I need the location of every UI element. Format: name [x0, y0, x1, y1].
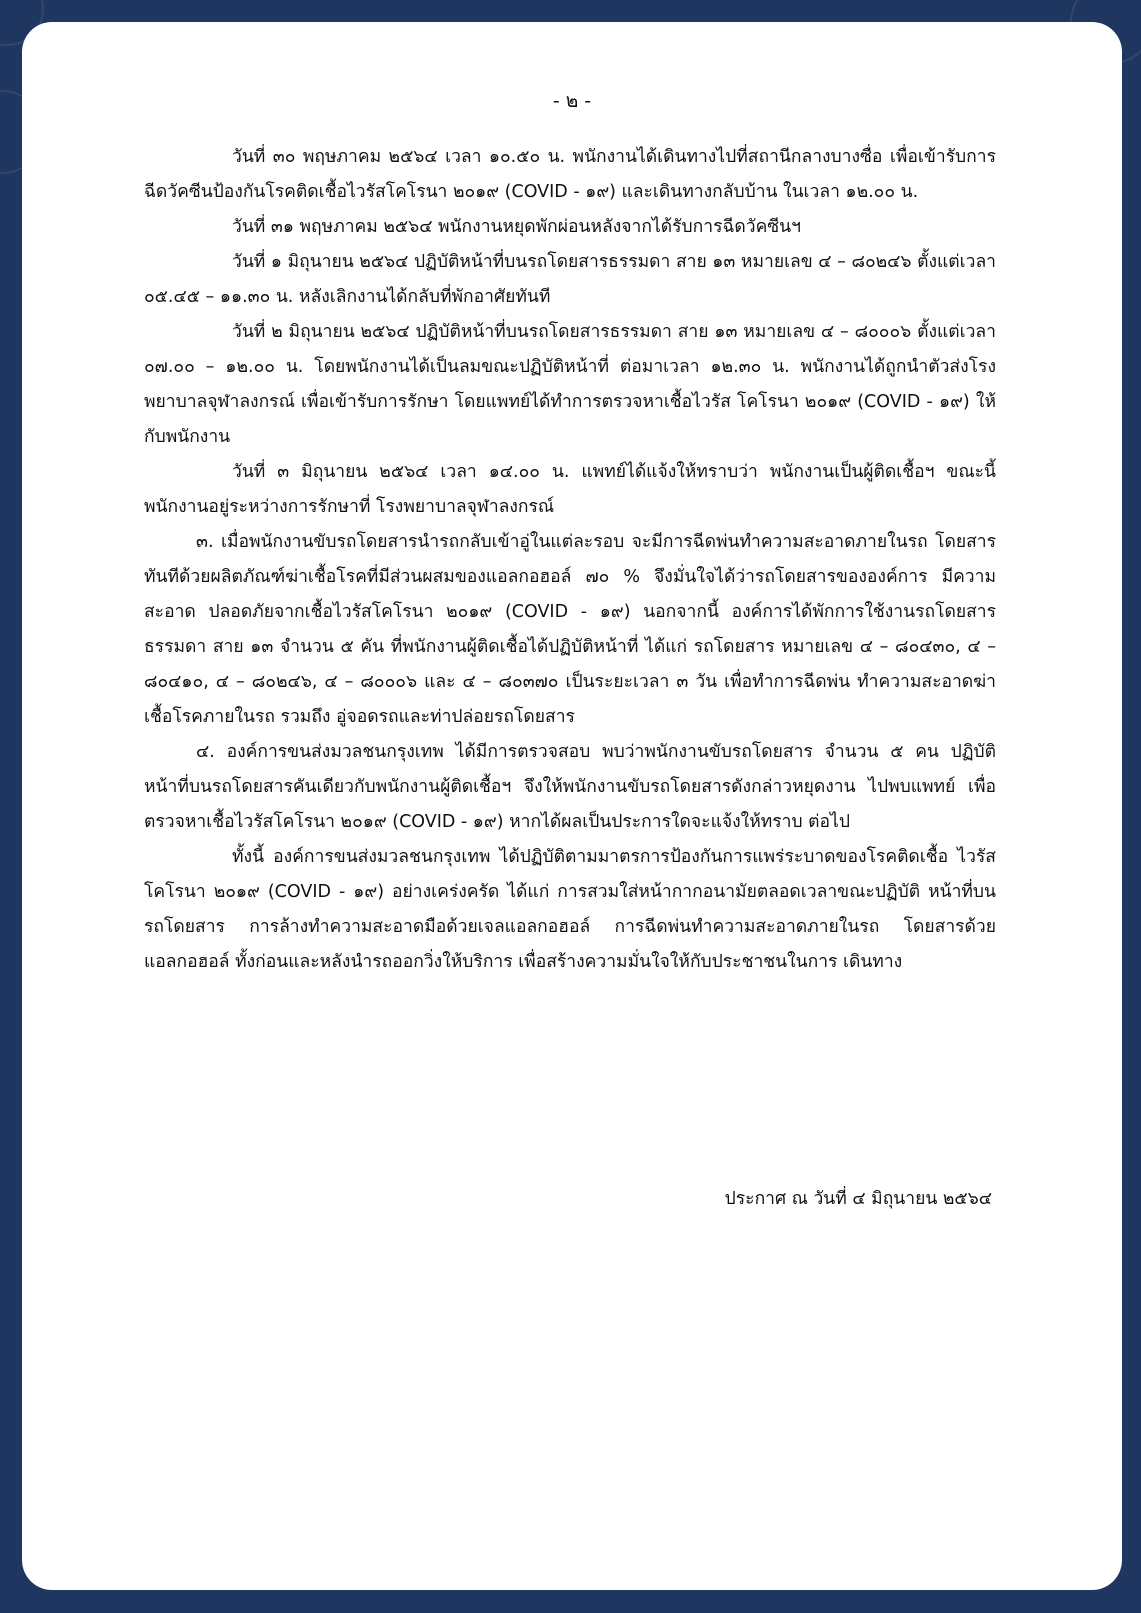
- paragraph-june-1: วันที่ ๑ มิถุนายน ๒๕๖๔ ปฏิบัติหน้าที่บนรถโดยสารธรรมดา สาย ๑๓ หมายเลข ๔ – ๘๐๒๔๖ ตั้งแต่เวลา ๐๕.๔๕ – ๑๑.๓๐ น. หลังเลิกงานได้กลับที่พักอาศัยทันที: [144, 252, 996, 307]
- paragraph-item-4: ๔. องค์การขนส่งมวลชนกรุงเทพ ได้มีการตรวจสอบ พบว่าพนักงานขับรถโดยสาร จำนวน ๕ คน ปฏิบัติหน้าที่บนรถโดยสารคันเดียวกับพนักงานผู้ติดเชื้อฯ จึงให้พนักงานขับรถโดยสารดังกล่าวหยุดงาน ไปพบแพทย์ เพื่อตรวจหาเชื้อไวรัสโคโรนา ๒๐๑๙ (COVID - ๑๙) หากได้ผลเป็นประการใดจะแจ้งให้ทราบ ต่อไป: [144, 742, 996, 832]
- document-page: [22, 22, 1122, 1590]
- announcement-date: ประกาศ ณ วันที่ ๔ มิถุนายน ๒๕๖๔: [724, 1189, 992, 1209]
- paragraph-june-2: วันที่ ๒ มิถุนายน ๒๕๖๔ ปฏิบัติหน้าที่บนรถโดยสารธรรมดา สาย ๑๓ หมายเลข ๔ – ๘๐๐๐๖ ตั้งแต่เวลา ๐๗.๐๐ – ๑๒.๐๐ น. โดยพนักงานได้เป็นลมขณะปฏิบัติหน้าที่ ต่อมาเวลา ๑๒.๓๐ น. พนักงานได้ถูกนำตัวส่งโรงพยาบาลจุฬาลงกรณ์ เพื่อเข้ารับการรักษา โดยแพทย์ได้ทำการตรวจหาเชื้อไวรัส โคโรนา ๒๐๑๙ (COVID - ๑๙) ให้กับพนักงาน: [144, 322, 996, 447]
- paragraph-may-30: วันที่ ๓๐ พฤษภาคม ๒๕๖๔ เวลา ๑๐.๕๐ น. พนักงานได้เดินทางไปที่สถานีกลางบางซื่อ เพื่อเข้ารับการฉีดวัคซีนป้องกันโรคติดเชื้อไวรัสโคโรนา ๒๐๑๙ (COVID - ๑๙) และเดินทางกลับบ้าน ในเวลา ๑๒.๐๐ น.: [144, 147, 996, 202]
- paragraph-june-3: วันที่ ๓ มิถุนายน ๒๕๖๔ เวลา ๑๔.๐๐ น. แพทย์ได้แจ้งให้ทราบว่า พนักงานเป็นผู้ติดเชื้อฯ ขณะนี้พนักงานอยู่ระหว่างการรักษาที่ โรงพยาบาลจุฬาลงกรณ์: [144, 462, 996, 517]
- document-body: [144, 140, 996, 980]
- paragraph-item-3: ๓. เมื่อพนักงานขับรถโดยสารนำรถกลับเข้าอู่ในแต่ละรอบ จะมีการฉีดพ่นทำความสะอาดภายในรถ โดยสารทันทีด้วยผลิตภัณฑ์ฆ่าเชื้อโรคที่มีส่วนผสมของแอลกอฮอล์ ๗๐ % จึงมั่นใจได้ว่ารถโดยสารขององค์การ มีความสะอาด ปลอดภัยจากเชื้อไวรัสโคโรนา ๒๐๑๙ (COVID - ๑๙) นอกจากนี้ องค์การได้พักการใช้งานรถโดยสาร ธรรมดา สาย ๑๓ จำนวน ๕ คัน ที่พนักงานผู้ติดเชื้อได้ปฏิบัติหน้าที่ ได้แก่ รถโดยสาร หมายเลข ๔ – ๘๐๔๓๐, ๔ – ๘๐๔๑๐, ๔ – ๘๐๒๔๖, ๔ – ๘๐๐๐๖ และ ๔ – ๘๐๓๗๐ เป็นระยะเวลา ๓ วัน เพื่อทำการฉีดพ่น ทำความสะอาดฆ่าเชื้อโรคภายในรถ รวมถึง อู่จอดรถและท่าปล่อยรถโดยสาร: [144, 532, 996, 727]
- paragraph-may-31: วันที่ ๓๑ พฤษภาคม ๒๕๖๔ พนักงานหยุดพักผ่อนหลังจากได้รับการฉีดวัคซีนฯ: [232, 217, 801, 237]
- page-number: - ๒ -: [552, 90, 592, 112]
- paragraph-measures: ทั้งนี้ องค์การขนส่งมวลชนกรุงเทพ ได้ปฏิบัติตามมาตรการป้องกันการแพร่ระบาดของโรคติดเชื้อ ไวรัสโคโรนา ๒๐๑๙ (COVID - ๑๙) อย่างเคร่งครัด ได้แก่ การสวมใส่หน้ากากอนามัยตลอดเวลาขณะปฏิบัติ หน้าที่บนรถโดยสาร การล้างทำความสะอาดมือด้วยเจลแอลกอฮอล์ การฉีดพ่นทำความสะอาดภายในรถ โดยสารด้วยแอลกอฮอล์ ทั้งก่อนและหลังนำรถออกวิ่งให้บริการ เพื่อสร้างความมั่นใจให้กับประชาชนในการ เดินทาง: [144, 847, 996, 972]
